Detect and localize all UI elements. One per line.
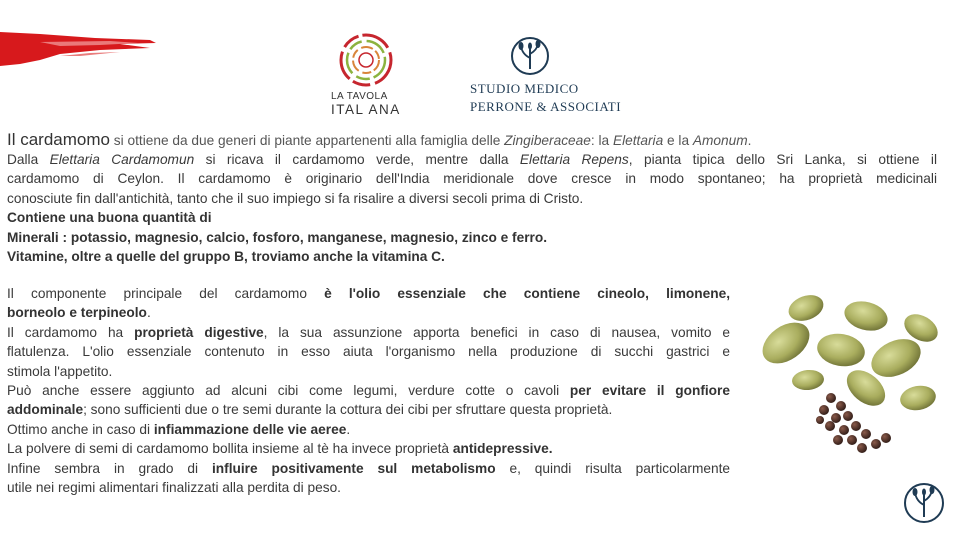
prop-text-1c: borneolo e terpineolo (7, 305, 147, 321)
prop-line-11: utile nei regimi alimentari finalizzati alla perdita di peso. (7, 480, 341, 496)
tavola-ring-icon (336, 30, 396, 90)
prop-line-1 (7, 284, 730, 303)
tavola-logo-line2: ITAL ANA (331, 102, 401, 117)
prop-text-6b: influire positivamente sul metabolismo (211, 460, 496, 476)
prop-text-5a: La polvere di semi di cardamomo bollita insieme al tè ha invece proprietà (7, 441, 453, 457)
prop-text-3a: Può anche essere aggiunto ad alcuni cibi come legumi, verdure cotte o cavoli (7, 383, 570, 399)
minerals-line: Minerali : potassio, magnesio, calcio, fosforo, manganese, magnesio, zinco e ferro. (7, 229, 548, 245)
prop-text-4b: infiammazione delle vie aeree (153, 421, 347, 437)
origin-line-3: conosciute fin dall'antichità, tanto che il suo impiego si fa risalire a diversi secoli prima di Cristo. (7, 190, 584, 206)
tavola-logo-line1: LA TAVOLA (331, 91, 388, 102)
prop-text-4c: . (346, 421, 351, 437)
prop-text-1b: è l'olio essenziale che contiene cineolo, limonene, (324, 286, 730, 301)
prop-text-6a: Infine sembra in grado di (7, 460, 212, 476)
prop-line-5: stimola l'appetito. (7, 363, 113, 379)
prop-text-5b: antidepressive. (452, 441, 553, 457)
prop-text-2c: , la sua assunzione apporta benefici in caso di nausea, vomito e (263, 324, 730, 340)
cardamom-pods-photo-icon (746, 288, 944, 488)
properties-paragraph (7, 284, 730, 497)
studio-logo-line2: PERRONE & ASSOCIATI (470, 99, 622, 114)
origin-text-1b: Elettaria Cardamomun (49, 152, 195, 167)
origin-paragraph (7, 150, 937, 266)
origin-text-1c: si ricava il cardamomo verde, mentre dalla (194, 152, 520, 167)
prop-text-4a: Ottimo anche in caso di (7, 421, 154, 437)
intro-title: Il cardamomo (7, 130, 110, 149)
prop-text-6c: e, quindi risulta particolarmente (495, 460, 730, 476)
prop-line-6 (7, 381, 730, 400)
intro-line (7, 130, 932, 150)
intro-text-4: Elettaria (612, 133, 664, 148)
intro-text-7: . (747, 133, 752, 148)
red-brush-stroke-icon (0, 28, 160, 68)
studio-tree-icon (510, 36, 550, 76)
origin-line-1 (7, 150, 937, 169)
prop-text-2a: Il cardamomo ha (7, 324, 135, 340)
prop-line-7 (7, 400, 730, 419)
origin-line-2: cardamomo di Ceylon. Il cardamomo è originario dell'India meridionale dove cresce in modo spontaneo; ha proprietà medicinali (7, 171, 937, 187)
prop-line-8 (7, 420, 730, 439)
content-heading: Contiene una buona quantità di (7, 210, 212, 226)
prop-line-3 (7, 323, 730, 342)
prop-text-3d: ; sono sufficienti due o tre semi durante la cottura dei cibi per sfruttare questa proprietà. (83, 402, 613, 418)
intro-text-1: si ottiene da due generi di piante appartenenti alla famiglia delle (109, 133, 505, 148)
prop-line-10 (7, 459, 730, 478)
prop-text-3b: per evitare il gonfiore (569, 383, 730, 399)
origin-text-1e: , pianta tipica dello Sri Lanka, si ottiene il (628, 152, 937, 167)
intro-text-3: : la (590, 133, 613, 148)
origin-text-1a: Dalla (7, 152, 50, 167)
origin-text-1d: Elettaria Repens (519, 152, 629, 167)
vitamins-line: Vitamine, oltre a quelle del gruppo B, troviamo anche la vitamina C. (7, 249, 445, 265)
studio-small-logo-icon (902, 481, 946, 525)
prop-line-2 (7, 303, 730, 322)
studio-logo-line1: STUDIO MEDICO (470, 81, 579, 96)
intro-text-2: Zingiberaceae (504, 133, 591, 148)
intro-text-5: e la (663, 133, 693, 148)
prop-text-3c: addominale (7, 402, 84, 418)
intro-text-6: Amonum (692, 133, 748, 148)
studio-medico-logo (466, 36, 620, 118)
prop-text-1d: . (146, 305, 151, 321)
tavola-italiana-logo (326, 30, 408, 116)
prop-line-4: flatulenza. L'olio essenziale contenuto in esso aiuta l'organismo nella produzione di succhi gastrici e (7, 344, 730, 360)
prop-line-9 (7, 439, 730, 458)
prop-text-2b: proprietà digestive (134, 324, 264, 340)
prop-text-1a: Il componente principale del cardamomo (7, 286, 325, 301)
